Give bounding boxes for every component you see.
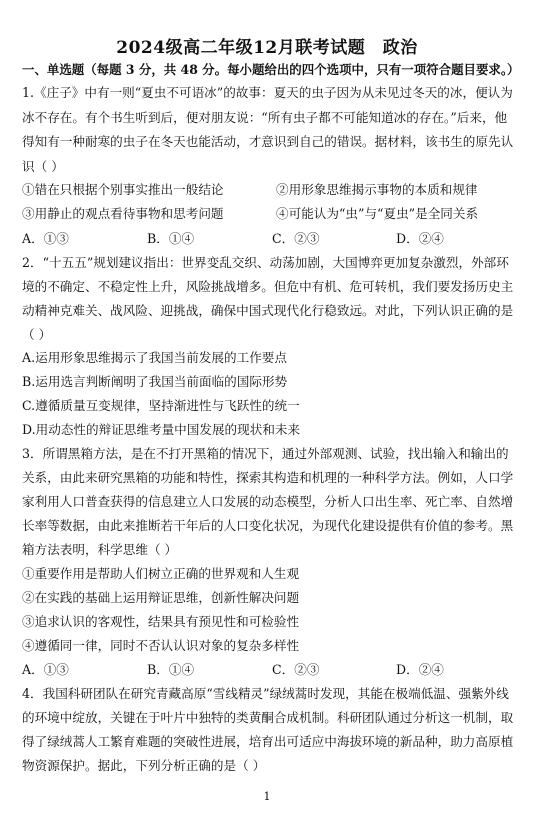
section-heading: 一、单选题（每题 3 分，共 48 分。每小题给出的四个选项中，只有一项符合题目要求。） (22, 62, 520, 77)
question-1-item: ③用静止的观点看待事物和思考问题 (22, 206, 224, 221)
page-title: 2024级高二年级12月联考试题 政治 (116, 38, 418, 58)
question-3-item: ③追求认识的客观性，结果具有预见性和可检验性 (22, 614, 300, 629)
question-1-item: ④可能认为“虫”与“夏虫”是全同关系 (276, 206, 479, 221)
question-2-option-b: B.运用选言判断阐明了我国当前面临的国际形势 (22, 374, 288, 389)
question-2-stem-line: 动精神克难关、战风险、迎挑战，确保中国式现代化行稳致远。对此，下列认识正确的是 (22, 303, 514, 318)
question-1-choice-a: A．①③ (22, 231, 69, 246)
question-1-item: ①错在只根据个别事实推出一般结论 (22, 182, 224, 197)
question-3-choice-a: A．①③ (22, 662, 69, 677)
question-4-stem-line: 得了绿绒蒿人工繁育难题的突破性进展，培育出可适应中海拔环境的新品种，助力高原植 (22, 734, 514, 749)
question-3-stem-line: 关系，由此来研究黑箱的功能和特性，探索其构造和机理的一种科学方法。例如，人口学 (22, 470, 514, 485)
question-3-stem-line: 3．所谓黑箱方法，是在不打开黑箱的情况下，通过外部观测、试验，找出输入和输出的 (22, 446, 509, 461)
question-3-stem-line: 长率等数据，由此来推断若干年后的人口变化状况，为现代化建设提供有价值的参考。黑 (22, 518, 514, 533)
question-3-item: ②在实践的基础上运用辩证思维，创新性解决问题 (22, 590, 300, 605)
question-2-option-c: C.遵循质量互变规律，坚持渐进性与飞跃性的统一 (22, 398, 300, 413)
question-3-stem-line: 箱方法表明，科学思维（ ） (22, 542, 178, 557)
question-1-choice-d: D．②④ (396, 231, 444, 246)
question-3-stem-line: 家利用人口普查获得的信息建立人口发展的动态模型，分析人口出生率、死亡率、自然增 (22, 494, 514, 509)
question-1-stem-line: 冰不存在。有个书生听到后，便对朋友说：“所有虫子都不可能知道冰的存在。”后来，他 (22, 110, 508, 125)
question-1-item: ②用形象思维揭示事物的本质和规律 (276, 182, 478, 197)
question-1-stem-line: 1.《庄子》中有一则“夏虫不可语冰”的故事：夏天的虫子因为从未见过冬天的冰，便认为 (22, 85, 513, 100)
question-2-option-d: D.用动态性的辩证思维考量中国发展的现状和未来 (22, 422, 301, 437)
question-4-stem-line: 物资源保护。据此，下列分析正确的是（ ） (22, 758, 266, 773)
question-3-choice-d: D．②④ (396, 662, 444, 677)
question-1-stem-line: 得知有一种耐寒的虫子在冬天也能活动，才意识到自己的错误。据材料，该书生的原先认 (22, 134, 514, 149)
question-1-choice-c: C．②③ (272, 231, 320, 246)
page-number: 1 (263, 790, 271, 803)
question-3-choice-b: B．①④ (147, 662, 195, 677)
question-2-stem-line: 2．“十五五”规划建议指出：世界变乱交织、动荡加剧，大国博弈更加复杂激烈，外部环 (22, 255, 509, 270)
question-1-choice-b: B．①④ (147, 231, 195, 246)
question-2-stem-line: 境的不确定、不稳定性上升，风险挑战增多。但危中有机、危可转机，我们要发扬历史主 (22, 279, 514, 294)
question-3-item: ④遵循同一律，同时不否认认识对象的复杂多样性 (22, 638, 300, 653)
question-1-stem-line: 识（ ） (22, 159, 64, 174)
question-2-stem-line: （ ） (22, 327, 52, 342)
question-3-item: ①重要作用是帮助人们树立正确的世界观和人生观 (22, 566, 300, 581)
question-4-stem-line: 的环境中绽放，关键在于叶片中独特的类黄酮合成机制。科研团队通过分析这一机制，取 (22, 710, 514, 725)
question-2-option-a: A.运用形象思维揭示了我国当前发展的工作要点 (22, 350, 287, 365)
question-3-choice-c: C．②③ (272, 662, 320, 677)
question-4-stem-line: 4．我国科研团队在研究青藏高原“雪线精灵”绿绒蒿时发现，其能在极端低温、强紫外线 (22, 686, 509, 701)
